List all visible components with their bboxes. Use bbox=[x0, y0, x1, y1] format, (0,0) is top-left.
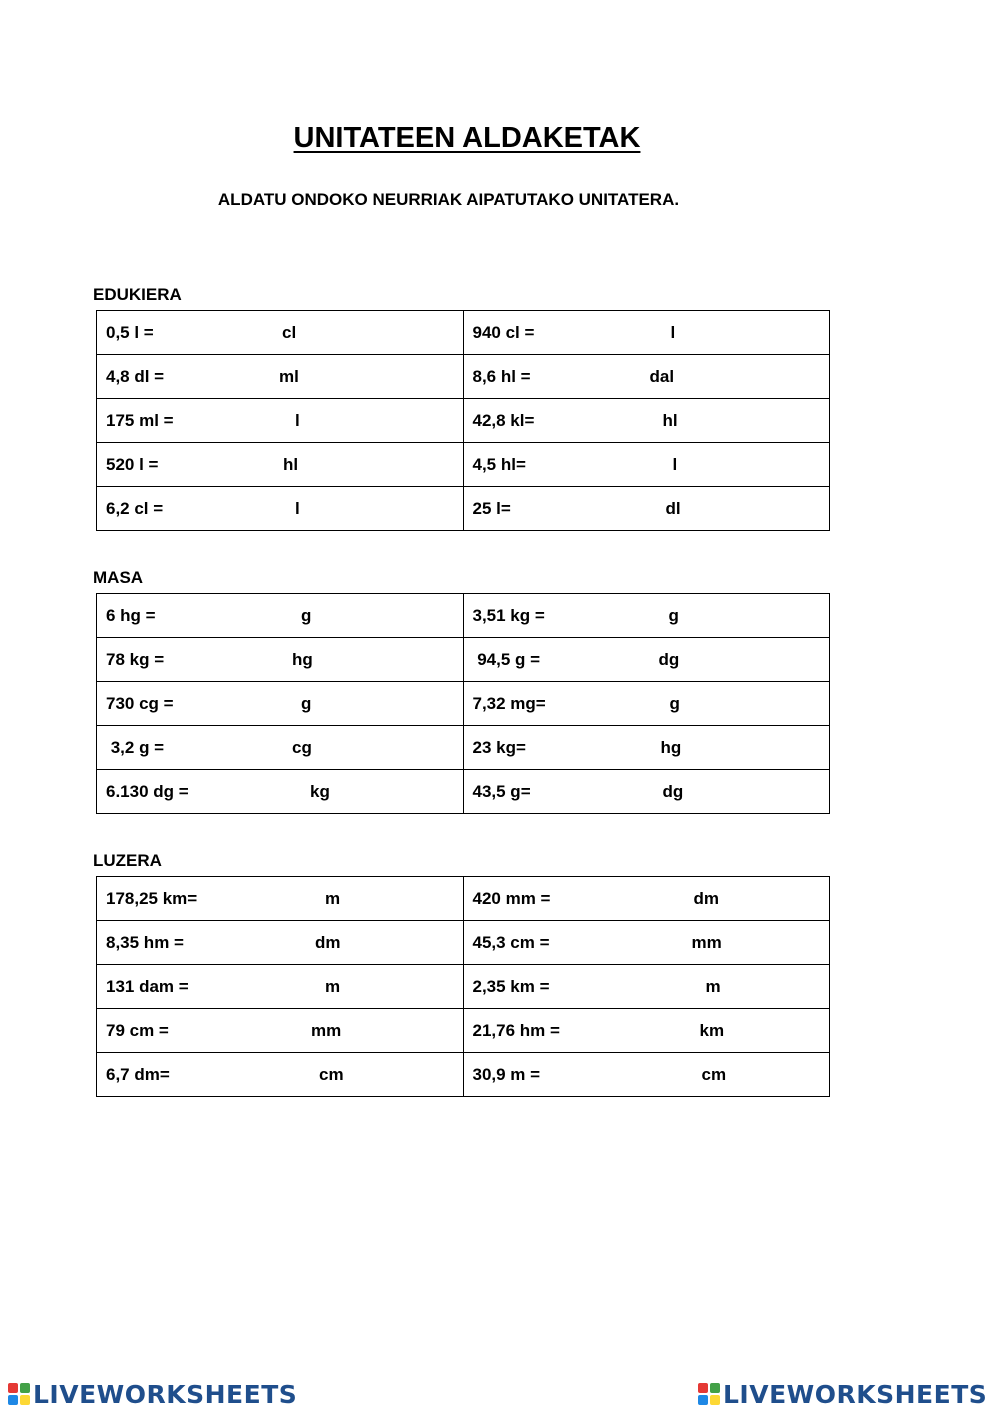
table-row bbox=[97, 487, 830, 531]
liveworksheets-logo-right bbox=[698, 1378, 987, 1410]
table-row bbox=[97, 1009, 830, 1053]
exercise-cell bbox=[97, 726, 464, 770]
target-unit: ml bbox=[279, 366, 299, 386]
exercise-value: 4,5 hl= bbox=[472, 454, 526, 474]
exercise-value: 6,7 dm= bbox=[106, 1064, 170, 1084]
target-unit: km bbox=[699, 1020, 725, 1040]
target-unit: cm bbox=[701, 1064, 727, 1084]
target-unit: l bbox=[295, 498, 300, 518]
exercise-cell bbox=[97, 965, 464, 1009]
exercise-value: 30,9 m = bbox=[472, 1064, 541, 1084]
target-unit: kg bbox=[310, 781, 330, 801]
table-masa bbox=[96, 593, 830, 814]
exercise-cell bbox=[97, 487, 464, 531]
exercise-value: 6 hg = bbox=[106, 605, 156, 625]
exercise-cell bbox=[463, 921, 830, 965]
exercise-cell bbox=[463, 682, 830, 726]
table-row bbox=[97, 877, 830, 921]
exercise-cell bbox=[97, 682, 464, 726]
target-unit: mm bbox=[311, 1020, 342, 1040]
exercise-value: 45,3 cm = bbox=[472, 932, 550, 952]
exercise-value: 178,25 km= bbox=[106, 888, 198, 908]
exercise-cell bbox=[463, 770, 830, 814]
target-unit: dg bbox=[658, 649, 680, 669]
target-unit: cl bbox=[282, 322, 297, 342]
target-unit: g bbox=[301, 605, 312, 625]
exercise-value: 7,32 mg= bbox=[472, 693, 546, 713]
exercise-cell bbox=[97, 638, 464, 682]
target-unit: dal bbox=[649, 366, 675, 386]
exercise-cell bbox=[463, 443, 830, 487]
target-unit: l bbox=[670, 322, 676, 342]
target-unit: g bbox=[301, 693, 312, 713]
target-unit: m bbox=[705, 976, 721, 996]
section-label-edukiera: EDUKIERA bbox=[93, 285, 182, 304]
exercise-value: 3,51 kg = bbox=[472, 605, 545, 625]
target-unit: g bbox=[669, 693, 680, 713]
table-row bbox=[97, 311, 830, 355]
exercise-value: 4,8 dl = bbox=[106, 366, 165, 386]
exercise-cell bbox=[97, 311, 464, 355]
table-row bbox=[97, 682, 830, 726]
target-unit: cg bbox=[292, 737, 312, 757]
exercise-value: 43,5 g= bbox=[472, 781, 531, 801]
exercise-value: 6,2 cl = bbox=[106, 498, 164, 518]
exercise-value: 6.130 dg = bbox=[106, 781, 189, 801]
exercise-cell bbox=[463, 594, 830, 638]
exercise-value: 21,76 hm = bbox=[472, 1020, 560, 1040]
exercise-value: 940 cl = bbox=[472, 322, 535, 342]
table-row bbox=[97, 965, 830, 1009]
exercise-value: 8,35 hm = bbox=[106, 932, 184, 952]
target-unit: dm bbox=[315, 932, 341, 952]
table-row bbox=[97, 594, 830, 638]
target-unit: dl bbox=[665, 498, 681, 518]
exercise-value: 730 cg = bbox=[106, 693, 174, 713]
table-luzera bbox=[96, 876, 830, 1097]
exercise-value: 94,5 g = bbox=[472, 649, 541, 669]
exercise-cell bbox=[97, 1009, 464, 1053]
exercise-cell bbox=[97, 921, 464, 965]
liveworksheets-wordmark: LIVEWORKSHEETS bbox=[33, 1379, 298, 1409]
table-row bbox=[97, 726, 830, 770]
target-unit: m bbox=[325, 888, 341, 908]
exercise-cell bbox=[463, 877, 830, 921]
exercise-value: 131 dam = bbox=[106, 976, 189, 996]
exercise-cell bbox=[97, 443, 464, 487]
target-unit: hg bbox=[292, 649, 313, 669]
table-row bbox=[97, 921, 830, 965]
target-unit: mm bbox=[691, 932, 722, 952]
target-unit: hl bbox=[662, 410, 678, 430]
exercise-value: 420 mm = bbox=[472, 888, 551, 908]
exercise-cell bbox=[463, 965, 830, 1009]
liveworksheets-icon bbox=[8, 1383, 30, 1405]
exercise-cell bbox=[97, 877, 464, 921]
target-unit: dm bbox=[693, 888, 719, 908]
target-unit: l bbox=[295, 410, 300, 430]
exercise-value: 0,5 l = bbox=[106, 322, 154, 342]
target-unit: g bbox=[668, 605, 679, 625]
exercise-cell bbox=[97, 770, 464, 814]
exercise-value: 78 kg = bbox=[106, 649, 165, 669]
table-row bbox=[97, 1053, 830, 1097]
table-row bbox=[97, 638, 830, 682]
exercise-cell bbox=[97, 1053, 464, 1097]
exercise-value: 42,8 kl= bbox=[472, 410, 535, 430]
exercise-cell bbox=[97, 399, 464, 443]
exercise-value: 25 l= bbox=[472, 498, 511, 518]
table-row bbox=[97, 770, 830, 814]
table-row bbox=[97, 443, 830, 487]
exercise-cell bbox=[463, 399, 830, 443]
instructions: ALDATU ONDOKO NEURRIAK AIPATUTAKO UNITATERA. bbox=[217, 190, 680, 209]
table-row bbox=[97, 355, 830, 399]
exercise-cell bbox=[463, 1009, 830, 1053]
target-unit: dg bbox=[662, 781, 684, 801]
target-unit: m bbox=[325, 976, 341, 996]
target-unit: cm bbox=[319, 1064, 344, 1084]
exercise-value: 8,6 hl = bbox=[472, 366, 531, 386]
exercise-cell bbox=[97, 594, 464, 638]
exercise-value: 23 kg= bbox=[472, 737, 526, 757]
table-edukiera bbox=[96, 310, 830, 531]
exercise-value: 79 cm = bbox=[106, 1020, 169, 1040]
exercise-cell bbox=[463, 355, 830, 399]
exercise-value: 520 l = bbox=[106, 454, 159, 474]
exercise-cell bbox=[463, 311, 830, 355]
section-label-luzera: LUZERA bbox=[93, 851, 162, 870]
exercise-cell bbox=[463, 487, 830, 531]
exercise-cell bbox=[97, 355, 464, 399]
target-unit: l bbox=[672, 454, 678, 474]
exercise-value: 175 ml = bbox=[106, 410, 174, 430]
section-label-masa: MASA bbox=[93, 568, 144, 587]
liveworksheets-icon bbox=[698, 1383, 720, 1405]
target-unit: hl bbox=[283, 454, 299, 474]
exercise-cell bbox=[463, 638, 830, 682]
liveworksheets-logo-left bbox=[8, 1378, 297, 1410]
table-row bbox=[97, 399, 830, 443]
exercise-cell bbox=[463, 726, 830, 770]
page-title bbox=[0, 122, 934, 155]
liveworksheets-wordmark: LIVEWORKSHEETS bbox=[723, 1379, 988, 1409]
target-unit: hg bbox=[660, 737, 682, 757]
exercise-cell bbox=[463, 1053, 830, 1097]
exercise-value: 2,35 km = bbox=[472, 976, 550, 996]
page-title-text: UNITATEEN ALDAKETAK bbox=[293, 122, 641, 154]
exercise-value: 3,2 g = bbox=[106, 737, 165, 757]
